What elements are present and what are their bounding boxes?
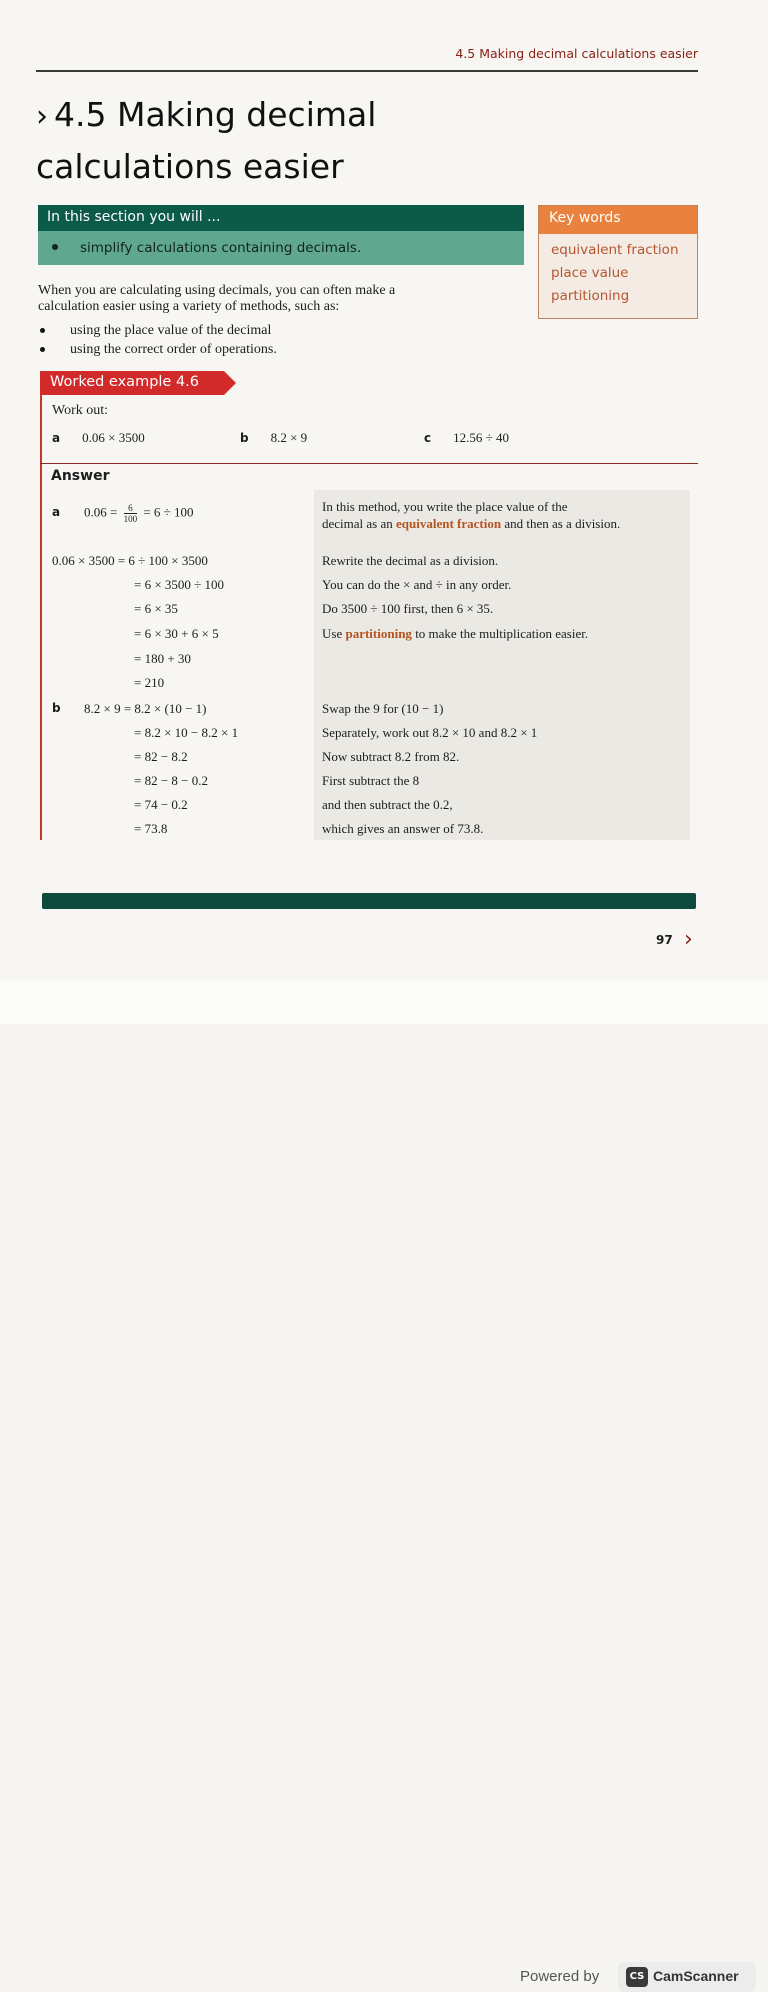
key-word-inline: partitioning — [345, 626, 412, 641]
camscanner-badge — [618, 1962, 756, 1992]
intro-bullet-list — [38, 321, 277, 359]
camscanner-brand-name: CamScanner — [653, 1968, 739, 1984]
header-rule — [36, 70, 698, 72]
title-line-1: 4.5 Making decimal — [54, 95, 377, 134]
intro-line: When you are calculating using decimals, you can often make a — [38, 283, 396, 298]
page-number: 97 — [656, 933, 673, 947]
work-out-label: Work out: — [52, 403, 109, 418]
text-segment: Use — [322, 626, 343, 641]
intro-bullet: using the place value of the decimal — [38, 321, 277, 340]
worked-example-tag — [40, 371, 236, 395]
part-b-step: = 74 − 0.2 — [134, 797, 188, 812]
part-b-step: 8.2 × 9 = 8.2 × (10 − 1) — [84, 701, 207, 716]
fraction-denominator: 100 — [123, 514, 138, 524]
scanner-footer — [0, 980, 768, 1985]
part-a-fraction-line — [84, 503, 194, 524]
answer-heading: Answer — [51, 468, 110, 484]
section-objective-item — [38, 231, 524, 265]
part-b-explanation: First subtract the 8 — [322, 773, 420, 788]
part-a-explanation-partitioning — [322, 626, 588, 642]
intro-bullet: using the correct order of operations. — [38, 340, 277, 359]
worked-example-frame — [40, 395, 42, 840]
explanation-line — [322, 515, 620, 532]
part-a-explanation: Rewrite the decimal as a division. — [322, 553, 499, 568]
key-word-inline: equivalent fraction — [396, 516, 502, 531]
part-b-explanation: which gives an answer of 73.8. — [322, 821, 484, 836]
title-line-2: calculations easier — [36, 147, 344, 186]
explanation-line: In this method, you write the place value of the — [322, 499, 568, 514]
key-words-heading: Key words — [539, 206, 697, 234]
fraction-numerator: 6 — [124, 503, 138, 514]
part-a-method-explanation — [322, 498, 620, 532]
question-expression: 12.56 ÷ 40 — [453, 430, 510, 445]
intro-line: calculation easier using a variety of methods, such as: — [38, 299, 340, 314]
question-label: b — [240, 431, 249, 445]
question-b — [240, 430, 307, 446]
section-objective-text: simplify calculations containing decimals. — [80, 240, 362, 256]
question-c — [424, 430, 509, 446]
chevron-right-icon: › — [36, 99, 48, 134]
question-label: a — [52, 431, 61, 445]
section-objectives-box — [38, 205, 524, 265]
part-b-explanation: and then subtract the 0.2, — [322, 797, 453, 812]
part-b-step: = 73.8 — [134, 821, 168, 836]
next-page-chevron-icon: › — [684, 927, 693, 952]
part-a-step: = 6 × 35 — [134, 601, 178, 616]
bullet-icon — [52, 244, 58, 250]
fraction — [124, 503, 138, 524]
key-word-item: place value — [551, 265, 629, 281]
running-header: 4.5 Making decimal calculations easier — [455, 46, 698, 61]
part-b-step: = 82 − 8 − 0.2 — [134, 773, 208, 788]
part-b-step: = 8.2 × 10 − 8.2 × 1 — [134, 725, 239, 740]
part-b-step: = 82 − 8.2 — [134, 749, 188, 764]
question-label: c — [424, 431, 432, 445]
part-b-label: b — [52, 701, 61, 715]
worked-example-title: Worked example 4.6 — [50, 374, 200, 390]
part-a-step: = 210 — [134, 675, 165, 690]
key-words-list — [539, 234, 697, 313]
part-a-explanation: Do 3500 ÷ 100 first, then 6 × 35. — [322, 601, 494, 616]
powered-by-text: Powered by — [520, 1968, 600, 1985]
text-segment: to make the multiplication easier. — [415, 626, 589, 641]
part-b-explanation: Now subtract 8.2 from 82. — [322, 749, 460, 764]
intro-paragraph — [38, 283, 498, 315]
part-b-explanation: Separately, work out 8.2 × 10 and 8.2 × 1 — [322, 725, 538, 740]
part-a-step: = 6 × 30 + 6 × 5 — [134, 626, 219, 641]
part-a-step: = 6 × 3500 ÷ 100 — [134, 577, 225, 592]
part-a-step: 0.06 × 3500 = 6 ÷ 100 × 3500 — [52, 553, 208, 568]
camscanner-logo-icon: CS — [626, 1967, 648, 1987]
text-segment: decimal as an — [322, 516, 393, 531]
part-a-explanation: You can do the × and ÷ in any order. — [322, 577, 512, 592]
fraction-lhs: 0.06 = — [84, 504, 118, 520]
bottom-bar — [42, 893, 696, 909]
part-a-step: = 180 + 30 — [134, 651, 191, 666]
question-expression: 0.06 × 3500 — [82, 430, 145, 445]
key-word-item: equivalent fraction — [551, 242, 679, 258]
part-b-explanation: Swap the 9 for (10 − 1) — [322, 701, 444, 716]
page-title — [36, 90, 376, 192]
key-words-box — [538, 205, 698, 319]
part-a-label: a — [52, 505, 61, 519]
fraction-rhs: = 6 ÷ 100 — [143, 504, 194, 520]
key-word-item: partitioning — [551, 288, 630, 304]
answer-divider — [40, 463, 698, 464]
question-a — [52, 430, 145, 446]
text-segment: and then as a division. — [504, 516, 621, 531]
section-objectives-heading: In this section you will ... — [38, 205, 524, 231]
question-expression: 8.2 × 9 — [270, 430, 308, 445]
